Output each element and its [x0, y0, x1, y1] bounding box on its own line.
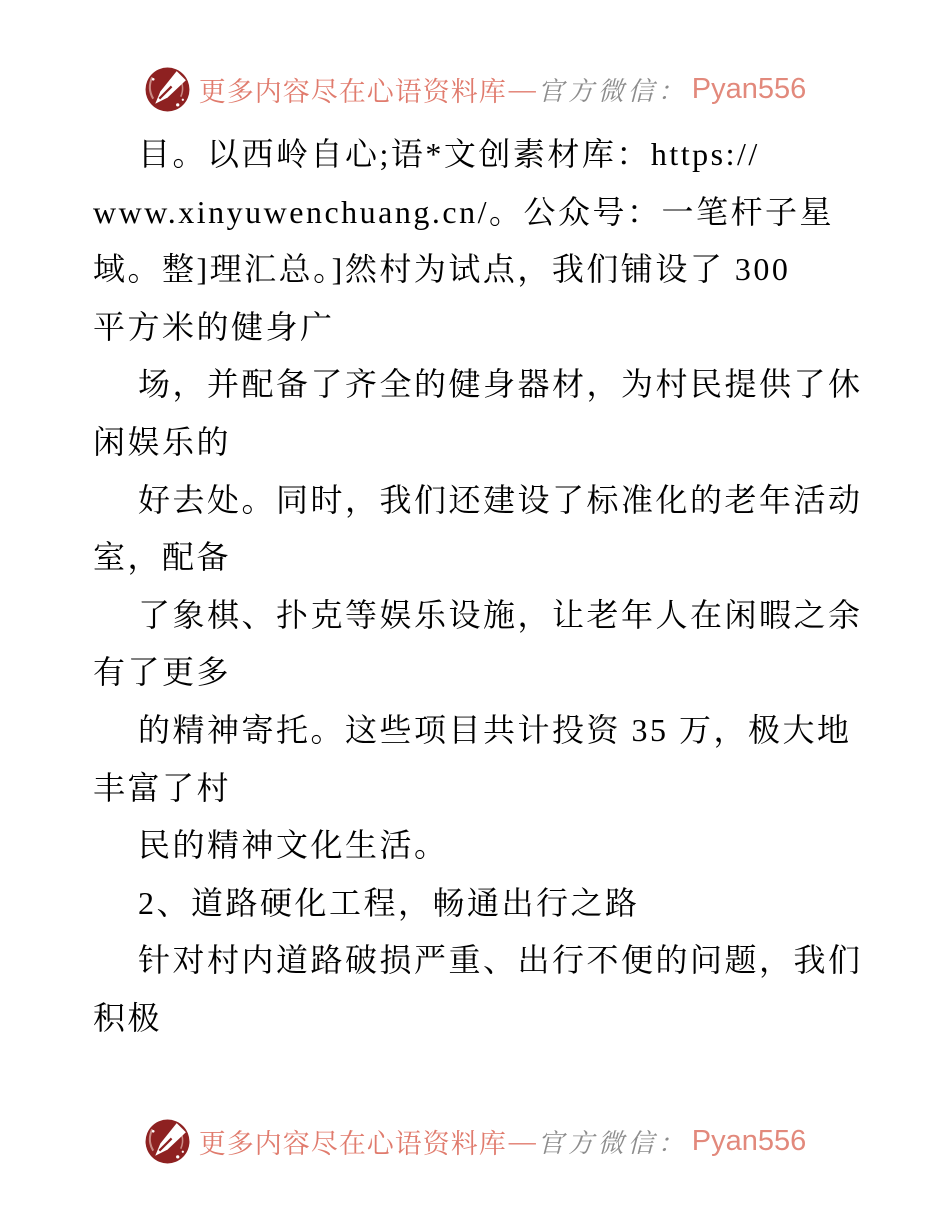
watermark-brand-text: 更多内容尽在心语资料库	[198, 77, 507, 107]
text-line: 2、道路硬化工程，畅通出行之路	[138, 884, 640, 921]
text-line: 民的精神文化生活。	[138, 827, 449, 864]
watermark-wechat-id: Pyan556	[691, 1125, 807, 1157]
pen-circle-logo-icon	[144, 1118, 191, 1165]
text-line: 室，配备	[93, 539, 232, 576]
text-line: 好去处。同时，我们还建设了标准化的老年活动	[138, 481, 863, 518]
watermark-dash: —	[508, 74, 536, 104]
document-body	[93, 126, 868, 1048]
text-line: 场，并配备了齐全的健身器材，为村民提供了休	[138, 366, 863, 403]
text-line: 闲娱乐的	[93, 423, 232, 460]
text-line: 积极	[93, 999, 163, 1036]
text-line: 丰富了村	[93, 769, 232, 806]
text-line: 有了更多	[93, 654, 232, 691]
watermark-brand-text: 更多内容尽在心语资料库	[198, 1129, 507, 1159]
watermark-wechat-label: 官方微信：	[537, 1129, 688, 1158]
text-line: 的精神寄托。这些项目共计投资 35 万，极大地	[138, 711, 852, 748]
watermark-wechat-label: 官方微信：	[537, 77, 688, 106]
watermark-header	[0, 66, 950, 113]
watermark-footer	[0, 1118, 950, 1165]
text-line: 域。整]理汇总。]然村为试点，我们铺设了 300	[93, 251, 791, 288]
text-line: 平方米的健身广	[93, 308, 335, 345]
watermark-wechat-id: Pyan556	[691, 73, 807, 105]
pen-circle-logo-icon	[144, 66, 191, 113]
text-line: 针对村内道路破损严重、出行不便的问题，我们	[138, 942, 863, 979]
text-line: 了象棋、扑克等娱乐设施，让老年人在闲暇之余	[138, 596, 863, 633]
text-line: 目。以西岭自心;语*文创素材库：https://	[138, 136, 760, 172]
watermark-dash: —	[508, 1126, 536, 1156]
text-line: www.xinyuwenchuang.cn/。公众号：一笔杆子星	[93, 193, 834, 230]
